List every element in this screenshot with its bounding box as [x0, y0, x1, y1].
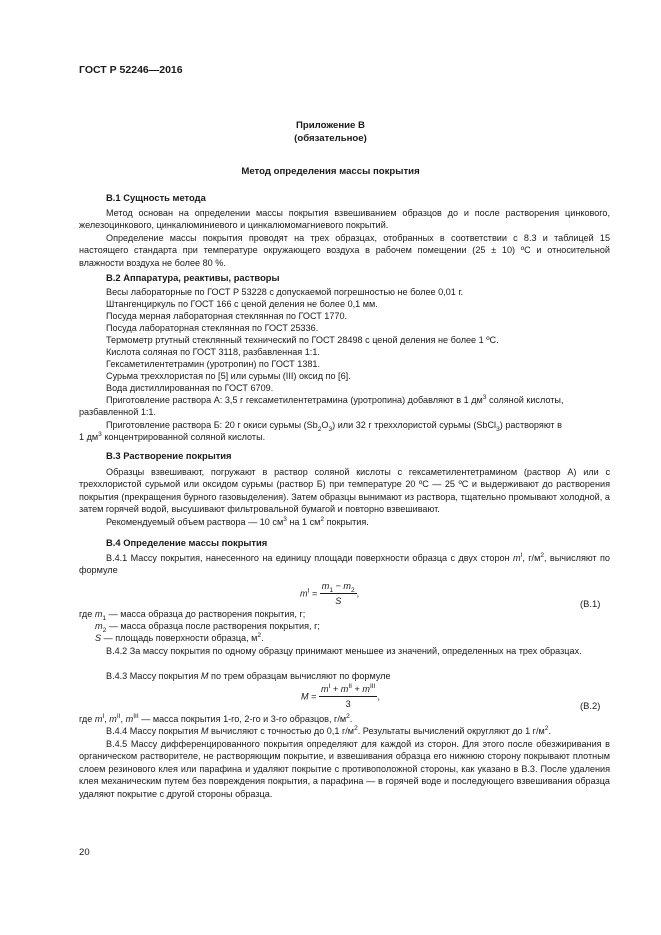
standard-header: ГОСТ Р 52246—2016 [79, 64, 183, 76]
section-heading-b4: В.4 Определение массы покрытия [106, 537, 268, 548]
formula-b1-fraction: $\frac{m_1 - m_2}{S}$ [321, 581, 355, 607]
where-m-i-ii-iii: где $m^I$, $m^{II}$, $m^{III}$ — масса покрытия 1-го, 2-го и 3-го образцов, $г/м^2$. [79, 712, 353, 724]
section-heading-b2: В.2 Аппаратура, реактивы, растворы [106, 272, 280, 283]
appendix-title: Приложение В [296, 120, 365, 131]
prep-solution-b-cont: 1 $дм^3$ концентрированной соляной кислоты. [79, 430, 266, 442]
paragraph-b4-1: В.4.1 Массу покрытия, нанесенного на единицу площади поверхности образца с двух сторон $m^I$, $г/м^2$, вычисляют по формуле [79, 551, 610, 576]
where-s: S — площадь поверхности образца, $м^2$. [95, 631, 264, 643]
paragraph-b1-1: Метод основан на определении массы покрытия взвешиванием образцов до и после растворения цинкового, железоцинкового, цинкалюминиевого и цинкалюмомагниевого покрытий. [79, 208, 610, 231]
appendix-kind: (обязательное) [294, 133, 367, 144]
list-item: Штангенциркуль по ГОСТ 166 с ценой деления не более 0,1 мм. [106, 299, 378, 309]
list-item: Гексаметилентетрамин (уротропин) по ГОСТ 1381. [106, 359, 321, 369]
equation-number-b1: (В.1) [580, 598, 601, 609]
list-item: Вода дистиллированная по ГОСТ 6709. [106, 383, 274, 393]
paragraph-b4-2: В.4.2 За массу покрытия по одному образцу принимают меньшее из значений, определенных на трех образцах. [106, 646, 582, 656]
where-m2: $m_2$ — масса образца после растворения покрытия, г; [95, 621, 320, 634]
list-item: Весы лабораторные по ГОСТ Р 53228 с допускаемой погрешностью не более 0,01 г. [106, 287, 464, 297]
paragraph-b4-5: В.4.5 Массу дифференцированного покрытия определяют для каждой из сторон. Для этого после обезжиривания в органическом растворителе, не растворяющим покрытие, и взвешивания образца его нижнюю сторону покрывают плотным слоем резинового клея или парафина и удаляют покрытие с противоположной стороны, как указано в В.3. После удаления клея механическим путем без повреждения покрытия, а парафина — в горячей воде и последующего взвешивания образца удаляют покрытие с другой стороны образца. [79, 739, 610, 799]
list-item: Термометр ртутный стеклянный технический по ГОСТ 28498 с ценой деления не более 1 ºС. [106, 335, 499, 345]
paragraph-b3-1: Образцы взвешивают, погружают в раствор соляной кислоты с гексаметилентетрамином (раствор А) или с треххлористой сурьмой или оксидом сурьмы (раствор Б) при температуре 20 ºС — 25 ºС и выдерживают до растворения покрытия (прекращения бурного газовыделения). Затем образцы вынимают из раствора, тщательно промывают холодной, а затем горячей водой, высушивают фильтровальной бумагой и повторно взвешивают. [79, 467, 610, 515]
prep-solution-a: Приготовление раствора А: 3,5 г гексаметилентетрамина (уротропина) добавляют в 1 $дм^3$ соляной кислоты, [106, 393, 564, 405]
section-heading-b1: В.1 Сущность метода [106, 192, 206, 203]
formula-b2-fraction: $\frac{m^I + m^{II} + m^{III}}{3}$ [320, 682, 376, 710]
list-item: Посуда лабораторная стеклянная по ГОСТ 25336. [106, 323, 319, 333]
paragraph-b4-4: В.4.4 Массу покрытия M вычисляют с точностью до 0,1 $г/м^2$. Результаты вычислений округляют до 1 $г/м^2$. [106, 724, 551, 736]
paragraph-b3-2: Рекомендуемый объем раствора — 10 $см^3$ на 1 $см^2$ покрытия. [106, 515, 369, 527]
formula-b1: $m^I$ = $\frac{m_1 - m_2}{S}$ , [300, 581, 360, 607]
formula-b2: M = $\frac{m^I + m^{II} + m^{III}}{3}$ , [301, 682, 380, 710]
page-number: 20 [79, 847, 90, 858]
list-item: Кислота соляная по ГОСТ 3118, разбавленная 1:1. [106, 347, 320, 357]
section-heading-b3: В.3 Растворение покрытия [106, 450, 232, 461]
where-m1: где $m_1$ — масса образца до растворения покрытия, г; [79, 609, 306, 622]
method-title: Метод определения массы покрытия [241, 166, 420, 177]
paragraph-b1-2: Определение массы покрытия проводят на трех образцах, отобранных в соответствии с 8.3 и таблицей 15 настоящего стандарта при температуре окружающего воздуха в рабочем помещении (25 ± 10) ºС и относительной влажности воздуха не более 80 %. [79, 233, 610, 268]
prep-solution-a-cont: разбавленной 1:1. [79, 407, 156, 417]
list-item: Сурьма треххлористая по [5] или сурьмы (III) оксид по [6]. [106, 371, 351, 381]
prep-solution-b: Приготовление раствора Б: 20 г окиси сурьмы $(Sb_2O_3)$ или 32 г треххлористой сурьмы (SbCl$_3$) растворяют в [106, 420, 562, 433]
list-item: Посуда мерная лабораторная стеклянная по ГОСТ 1770. [106, 311, 348, 321]
equation-number-b2: (В.2) [580, 700, 601, 711]
paragraph-b4-3: В.4.3 Массу покрытия M по трем образцам вычисляют по формуле [106, 671, 391, 681]
